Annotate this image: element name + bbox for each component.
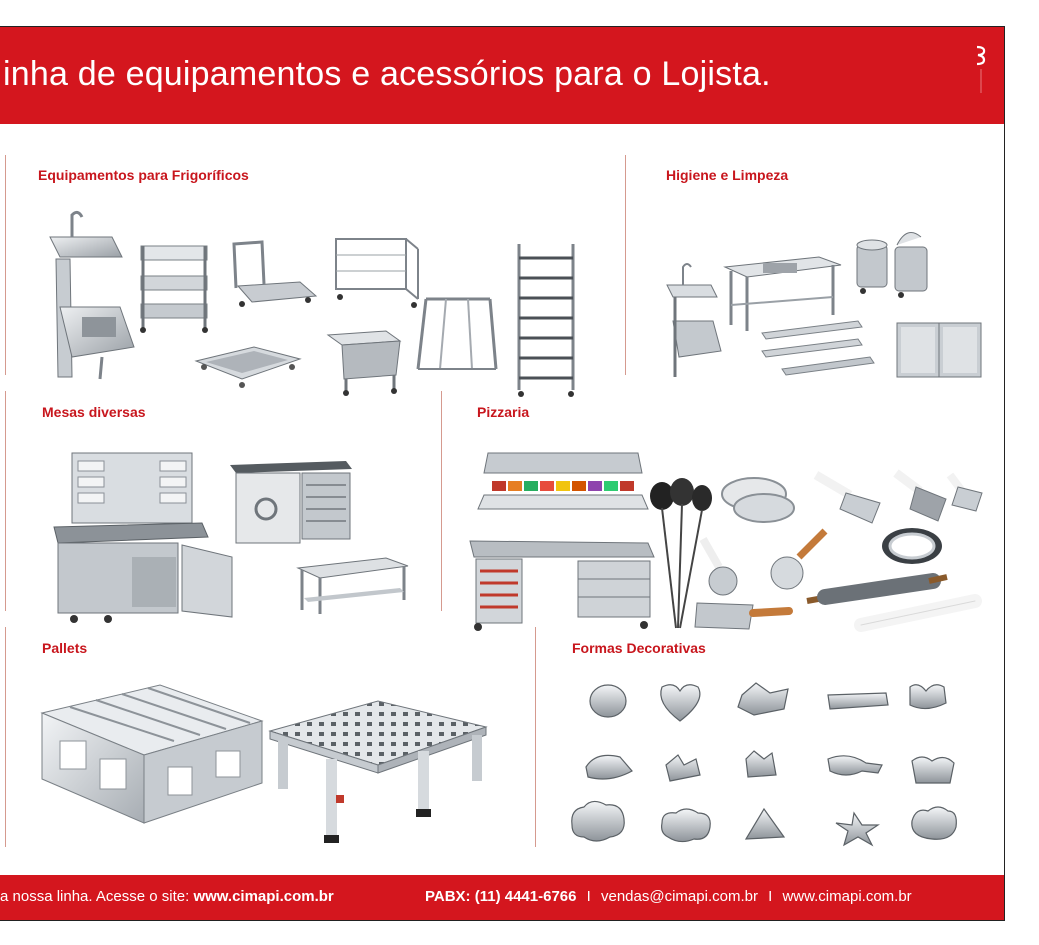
advertisement-page: [0, 26, 1005, 921]
section-title-pallets: Pallets: [42, 640, 88, 656]
brand-logo-icon: [974, 43, 988, 97]
footer-phone: PABX: (11) 4441-6766: [425, 888, 577, 905]
footer-site-link[interactable]: www.cimapi.com.br: [193, 888, 334, 905]
product-rolling-pins: [805, 573, 985, 633]
divider-higiene: [625, 155, 626, 375]
footer-separator: I: [586, 888, 591, 905]
footer-bar: [0, 875, 1004, 920]
section-title-frigorificos: Equipamentos para Frigoríficos: [38, 167, 249, 183]
divider-frigorificos: [5, 155, 6, 375]
footer-contacts: [425, 888, 912, 905]
product-service-cart: [137, 240, 215, 335]
product-cage-cart: [330, 231, 422, 311]
product-decorative-molds: [566, 679, 966, 849]
product-perforated-platform: [268, 699, 488, 849]
product-pizza-prep-counter: [468, 451, 658, 633]
product-work-table: [296, 554, 411, 616]
divider-pizzaria: [441, 391, 442, 611]
product-rack-cabinet: [228, 459, 356, 551]
divider-pallets: [5, 627, 6, 847]
product-tub-cart: [324, 327, 404, 397]
header-banner: [0, 27, 1004, 124]
section-title-higiene: Higiene e Limpeza: [666, 167, 789, 183]
product-pizza-screens: [718, 474, 798, 529]
product-wash-station: [663, 261, 725, 381]
product-hanging-rack: [416, 289, 498, 377]
product-wall-cabinet: [895, 319, 985, 381]
product-workstation-cabinet: [52, 447, 237, 627]
product-dough-scraper: [693, 599, 793, 634]
product-platform-trolley: [228, 240, 320, 312]
section-title-pizzaria: Pizzaria: [477, 404, 530, 420]
footer-separator: I: [768, 888, 773, 905]
divider-formas: [535, 627, 536, 847]
divider-mesas: [5, 391, 6, 611]
section-title-formas: Formas Decorativas: [572, 640, 706, 656]
section-title-mesas: Mesas diversas: [42, 404, 146, 420]
headline: inha de equipamentos e acessórios para o Lojista.: [3, 55, 771, 93]
footer-left-text: [0, 888, 334, 905]
footer-site-prompt: a nossa linha. Acesse o site:: [0, 888, 194, 905]
product-waste-bins: [855, 227, 930, 302]
product-sink-washstand: [42, 207, 137, 382]
product-pizza-pans: [878, 524, 946, 574]
product-hand-dryer-racks: [758, 319, 878, 379]
product-tall-rack: [513, 240, 583, 400]
footer-email[interactable]: vendas@cimapi.com.br: [601, 888, 758, 905]
footer-website[interactable]: www.cimapi.com.br: [782, 888, 912, 905]
product-pizza-spatulas: [810, 467, 985, 527]
product-drip-tray: [192, 345, 302, 390]
product-aluminum-pallet: [40, 683, 265, 828]
